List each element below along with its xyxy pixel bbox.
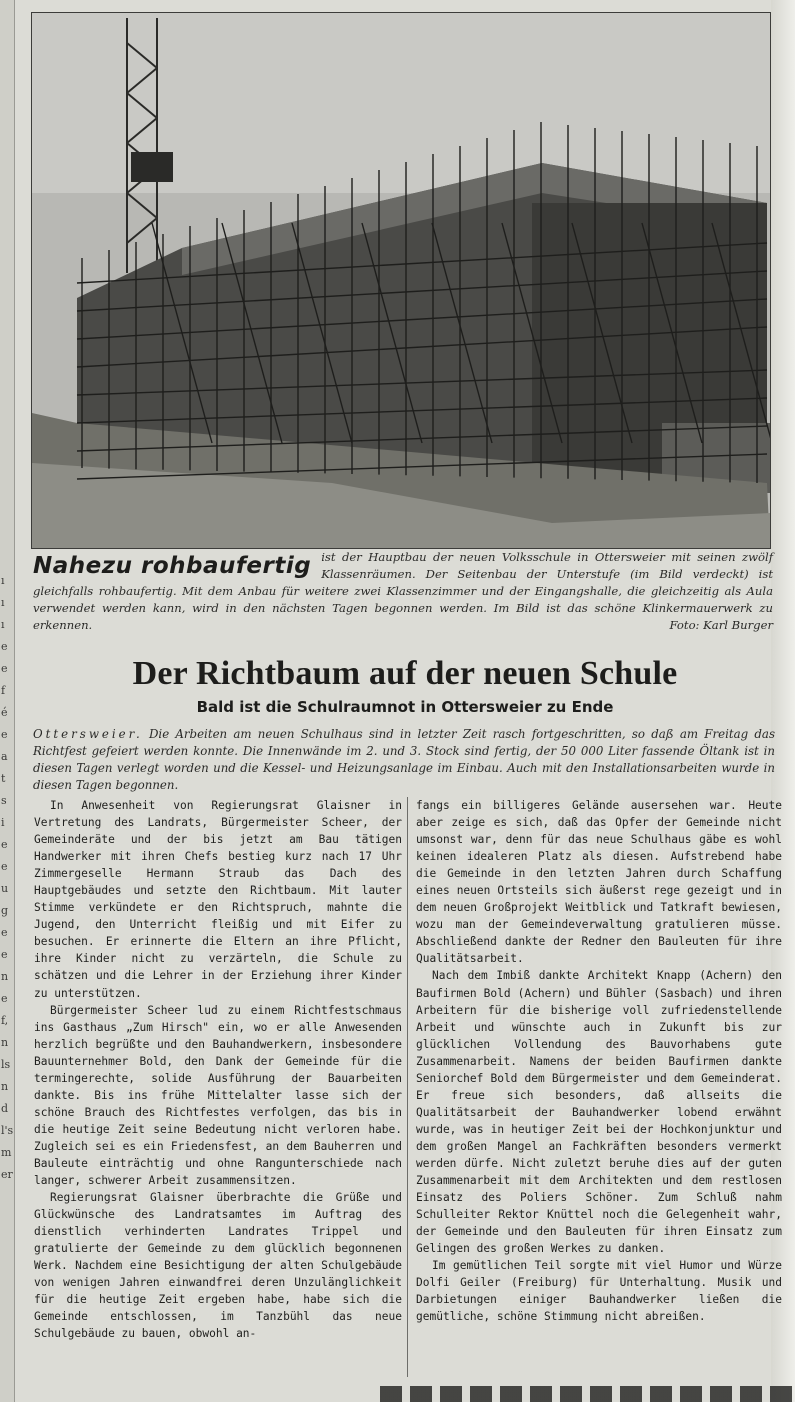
fragment: d bbox=[1, 1102, 9, 1115]
fragment: n bbox=[1, 1080, 9, 1093]
fragment: er bbox=[1, 1168, 13, 1181]
construction-photo bbox=[31, 12, 771, 549]
fragment: ı bbox=[1, 618, 5, 631]
paragraph: Im gemütlichen Teil sorgte mit viel Humor und Würze Dolfi Geiler (Freiburg) für Unterhaltung. Musik und Darbietungen einiger Bauhandwerker ließen die gemütliche, schöne Stimmung nicht abreißen. bbox=[416, 1259, 782, 1324]
photo-caption bbox=[33, 549, 773, 634]
article-subheadline: Bald ist die Schulraumnot in Ottersweier zu Ende bbox=[196, 698, 614, 716]
fragment: l's bbox=[1, 1124, 13, 1137]
fragment: u bbox=[1, 882, 9, 895]
fragment: e bbox=[1, 640, 8, 653]
cut-off-text bbox=[380, 1386, 795, 1402]
fragment: g bbox=[1, 904, 9, 917]
construction-photo-drawing bbox=[32, 13, 770, 548]
fragment: f, bbox=[1, 1014, 9, 1027]
fragment: e bbox=[1, 662, 8, 675]
paragraph: Bürgermeister Scheer lud zu einem Richtfestschmaus ins Gasthaus „Zum Hirsch" ein, wo er alle Anwesenden herzlich begrüßte und den Bauhandwerkern, insbesondere Bauunternehmer Bold, den Dank der Gemeinde für die termingerechte, solide Ausführung der Bauarbeiten dankte. Bis ins frühe Mittelalter lasse sich der schöne Brauch des Richtfestes verfolgen, das bis in die heutige Zeit seine Bedeutung nicht verloren habe. Zugleich sei es ein Friedensfest, an dem Bauherren und Bauleute einträchtig und ohne Rangunterschiede nach langer, schwerer Arbeit zusammensitzen. bbox=[34, 1003, 402, 1188]
article-column-left bbox=[34, 797, 402, 1343]
fragment: e bbox=[1, 926, 8, 939]
fragment: n bbox=[1, 970, 9, 983]
article-headline: Der Richtbaum auf der neuen Schule bbox=[132, 655, 678, 692]
article-lead bbox=[33, 726, 775, 794]
fragment: e bbox=[1, 860, 8, 873]
fragment: e bbox=[1, 948, 8, 961]
fragment: s bbox=[1, 794, 7, 807]
fragment: m bbox=[1, 1146, 12, 1159]
fragment: e bbox=[1, 728, 8, 741]
fragment: ı bbox=[1, 596, 5, 609]
fragment: ls bbox=[1, 1058, 11, 1071]
column-divider bbox=[407, 797, 408, 1377]
fragment: e bbox=[1, 992, 8, 1005]
next-article-headline-cut bbox=[380, 1386, 795, 1402]
lead-text: Die Arbeiten am neuen Schulhaus sind in letzter Zeit rasch fortgeschritten, so daß am Freitag das Richtfest gefeiert werden konnte. Die Innenwände im 2. und 3. Stock sind fertig, der 50 000 Liter fassende Öltank ist in diesen Tagen verlegt worden und die Kessel- und Heizungsanlage im Einbau. Auch mit den Installationsarbeiten wurde in diesen Tagen begonnen. bbox=[33, 727, 776, 792]
fragment: e bbox=[1, 838, 8, 851]
adjacent-column-fragments bbox=[1, 570, 13, 1400]
caption-body: ist der Hauptbau der neuen Volksschule in Ottersweier mit seinen zwölf Klassenräumen. Der Seitenbau der Unterstufe (im Bild verdeckt) ist gleichfalls rohbaufertig. Mit dem Anbau für weitere zwei Klassenzimmer und der Eingangshalle, die gleichzeitig als Aula verwendet werden kann, wird in den nächsten Tagen begonnen werden. Im Bild ist das schöne Klinkermauerwerk zu erkennen. bbox=[33, 550, 773, 632]
fragment: n bbox=[1, 1036, 9, 1049]
paragraph: In Anwesenheit von Regierungsrat Glaisner in Vertretung des Landrats, Bürgermeister Scheer, der Gemeinderäte und der bis jetzt am Bau tätigen Handwerker mit ihren Chefs bestieg kurz nach 17 Uhr Zimmergeselle Hermann Straub das Dach des Hauptgebäudes und setzte den Richtbaum. Mit lauter Stimme verkündete er den Richtspruch, mahnte die Jugend, den Unterricht fleißig und mit Eifer zu besuchen. Er erinnerte die Eltern an ihre Pflicht, ihre Kinder nicht zu verzärteln, die Schule zu schätzen und die Lehrer in der Erziehung ihrer Kinder zu unterstützen. bbox=[34, 799, 402, 1000]
fragment: é bbox=[1, 706, 8, 719]
fragment: i bbox=[1, 816, 5, 829]
caption-title: Nahezu rohbaufertig bbox=[33, 553, 312, 579]
lead-dateline: Ottersweier. bbox=[33, 727, 143, 741]
fragment: a bbox=[1, 750, 8, 763]
fragment: f bbox=[1, 684, 6, 697]
paragraph: Nach dem Imbiß dankte Architekt Knapp (Achern) den Baufirmen Bold (Achern) und Bühler (Sasbach) und ihren Arbeitern für die bisherige voll zufriedenstellende Arbeit und wünschte auch in Zukunft bis zur glücklichen Vollendung des Bauvorhabens gute Zusammenarbeit. Namens der beiden Baufirmen dankte Seniorchef Bold dem Bürgermeister und dem Gemeinderat. Er freue sich besonders, daß allseits die Qualitätsarbeit der Bauhandwerker lobend erwähnt wurde, was in heutiger Zeit bei der Hochkonjunktur und dem großen Mangel an Fachkräften besonders vermerkt werden dürfe. Nicht zuletzt beruhe dies auf der guten Zusammenarbeit mit dem Architekten und dem restlosen Einsatz des Poliers Schöner. Zum Schluß nahm Schulleiter Rektor Knüttel noch die Gelegenheit wahr, der Gemeinde und den Bauleuten für ihren Einsatz zum Gelingen des großen Werkes zu danken. bbox=[416, 969, 782, 1256]
paragraph: fangs ein billigeres Gelände ausersehen war. Heute aber zeige es sich, daß das Opfer der Gemeinde nicht umsonst war, denn für das neue Schulhaus gäbe es wohl keinen idealeren Platz als diesen. Aufstrebend habe die Gemeinde in den letzten Jahren durch Schaffung eines neuen Ortsteils sich äußerst rege gezeigt und in dem neuen Großprojekt Weitblick und Tatkraft bewiesen, wozu man der Gemeindeverwaltung gratulieren müsse. Abschließend dankte der Redner den Bauleuten für ihre Qualitätsarbeit. bbox=[416, 799, 782, 966]
fragment: ı bbox=[1, 574, 5, 587]
article-column-right bbox=[416, 797, 782, 1325]
paragraph: Regierungsrat Glaisner überbrachte die Grüße und Glückwünsche des Landratsamtes im Auftrag des dienstlich verhinderten Landrates Trippel und gratulierte der Gemeinde zu dem glücklich begonnenen Werk. Nachdem eine Besichtigung der alten Schulgebäude von wenigen Jahren einwandfrei deren Unzulänglichkeit für die heutige Zeit ergeben habe, habe sich die Gemeinde entschlossen, im Tanzbühl das neue Schulgebäude zu bauen, obwohl an- bbox=[34, 1191, 402, 1341]
photo-credit: Foto: Karl Burger bbox=[669, 618, 773, 632]
fragment: t bbox=[1, 772, 6, 785]
